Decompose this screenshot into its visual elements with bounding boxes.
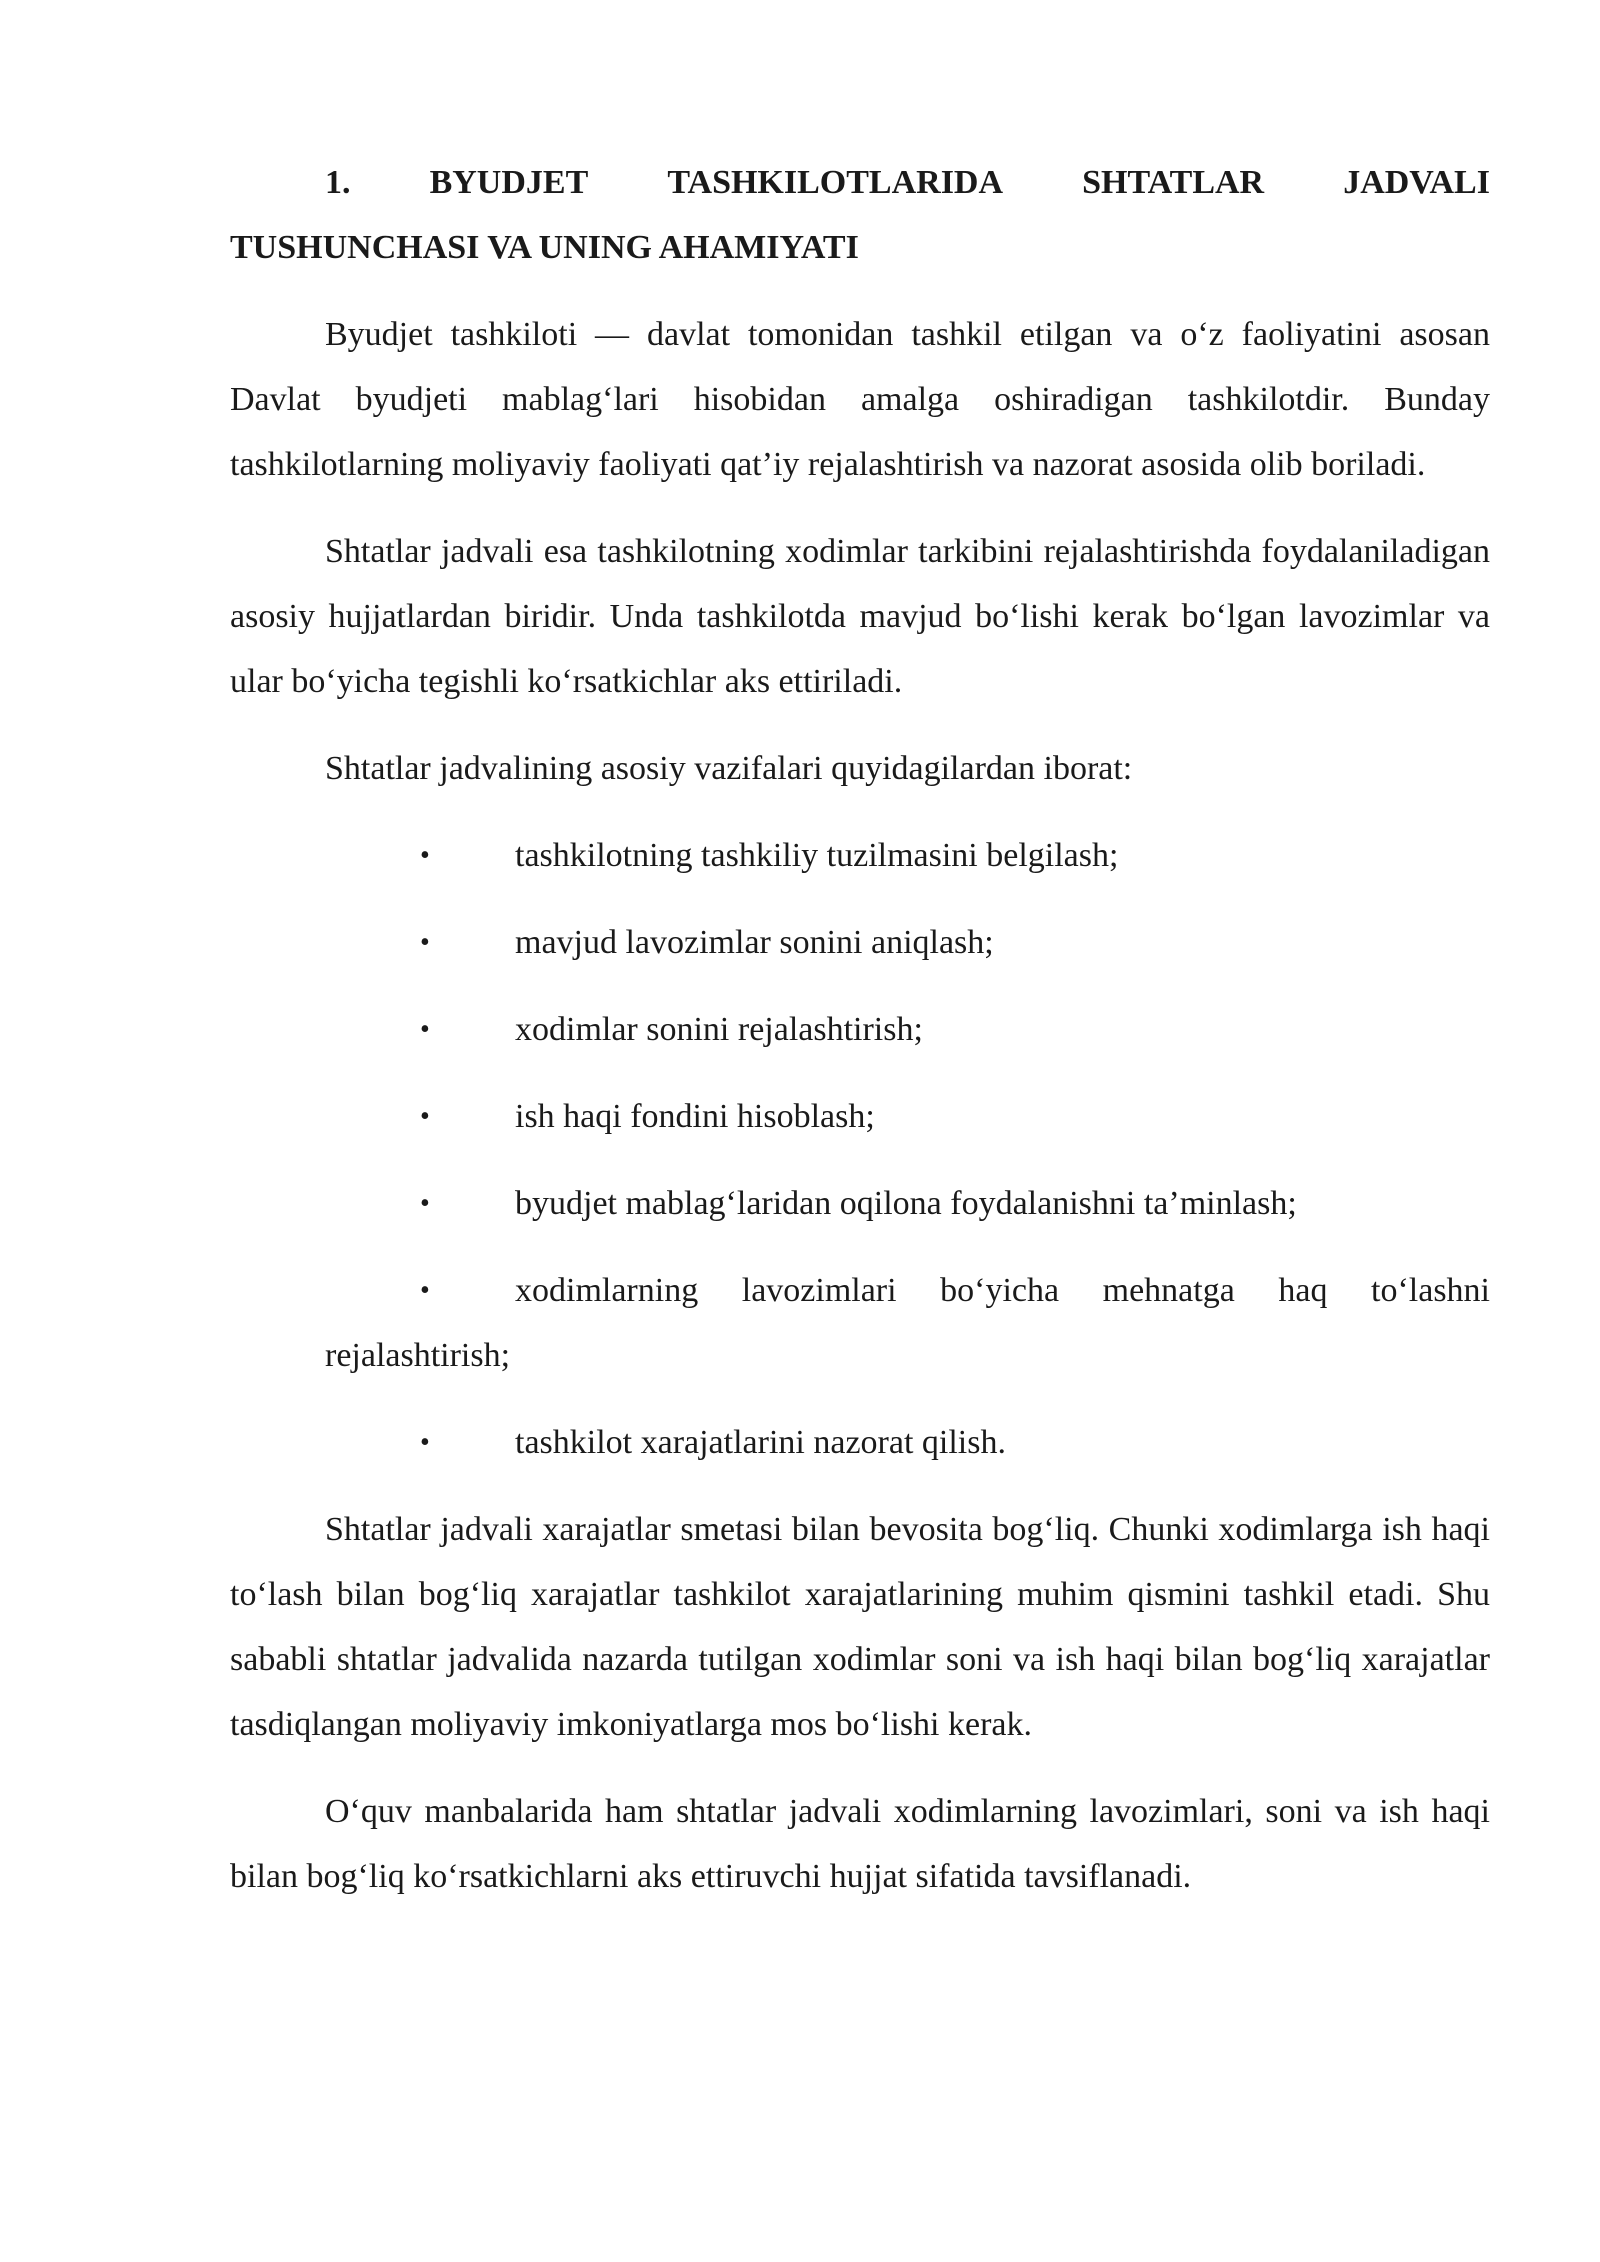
list-item [230, 1084, 1490, 1149]
heading-word: SHTATLAR [1082, 164, 1265, 201]
list-item-text: byudjet mablag‘laridan oqilona foydalanishni ta’minlash; [515, 1185, 1297, 1222]
list-item [230, 1171, 1490, 1236]
heading-number: 1. [325, 164, 351, 201]
tasks-list [230, 823, 1490, 1475]
list-item-text: xodimlarning lavozimlari bo‘yicha mehnatga haq to‘lashni rejalashtirish; [325, 1272, 1490, 1374]
list-item [230, 823, 1490, 888]
bullet-icon: • [420, 1427, 430, 1458]
bullet-icon: • [420, 1275, 430, 1306]
list-item [230, 1258, 1490, 1388]
list-item-text: tashkilot xarajatlarini nazorat qilish. [515, 1424, 1006, 1461]
paragraph-budget-link: Shtatlar jadvali xarajatlar smetasi bilan bevosita bog‘liq. Chunki xodimlarga ish haqi to‘lash bilan bog‘liq xarajatlar tashkilot xarajatlarining muhim qismini tashkil etadi. Shu sababli shtatlar jadvalida nazarda tutilgan xodimlar soni va ish haqi bilan bog‘liq xarajatlar tasdiqlangan moliyaviy imkoniyatlarga mos bo‘lishi kerak. [230, 1511, 1490, 1743]
heading-line-1 [230, 150, 1490, 215]
bullet-icon: • [420, 1014, 430, 1045]
bullet-icon: • [420, 840, 430, 871]
list-item [230, 910, 1490, 975]
heading-word: JADVALI [1343, 164, 1490, 201]
document-page [230, 150, 1490, 1931]
paragraph-sources: O‘quv manbalarida ham shtatlar jadvali xodimlarning lavozimlari, soni va ish haqi bilan bog‘liq ko‘rsatkichlarni aks ettiruvchi hujjat sifatida tavsiflanadi. [230, 1793, 1490, 1895]
bullet-icon: • [420, 927, 430, 958]
heading-word: BYUDJET [429, 164, 589, 201]
list-item-text: ish haqi fondini hisoblash; [515, 1098, 875, 1135]
heading-line-2: TUSHUNCHASI VA UNING AHAMIYATI [230, 229, 859, 266]
section-heading [230, 150, 1490, 280]
list-item [230, 997, 1490, 1062]
paragraph-tasks-intro: Shtatlar jadvalining asosiy vazifalari quyidagilardan iborat: [325, 750, 1133, 787]
paragraph-definition: Byudjet tashkiloti — davlat tomonidan tashkil etilgan va o‘z faoliyatini asosan Davlat byudjeti mablag‘lari hisobidan amalga oshiradigan tashkilotdir. Bunday tashkilotlarning moliyaviy faoliyati qat’iy rejalashtirish va nazorat asosida olib boriladi. [230, 316, 1490, 483]
bullet-icon: • [420, 1188, 430, 1219]
heading-word: TASHKILOTLARIDA [667, 164, 1004, 201]
list-item-text: xodimlar sonini rejalashtirish; [515, 1011, 923, 1048]
list-item [230, 1410, 1490, 1475]
list-item-text: mavjud lavozimlar sonini aniqlash; [515, 924, 994, 961]
bullet-icon: • [420, 1101, 430, 1132]
paragraph-staffing-table: Shtatlar jadvali esa tashkilotning xodimlar tarkibini rejalashtirishda foydalaniladigan asosiy hujjatlardan biridir. Unda tashkilotda mavjud bo‘lishi kerak bo‘lgan lavozimlar va ular bo‘yicha tegishli ko‘rsatkichlar aks ettiriladi. [230, 533, 1490, 700]
list-item-text: tashkilotning tashkiliy tuzilmasini belgilash; [515, 837, 1119, 874]
